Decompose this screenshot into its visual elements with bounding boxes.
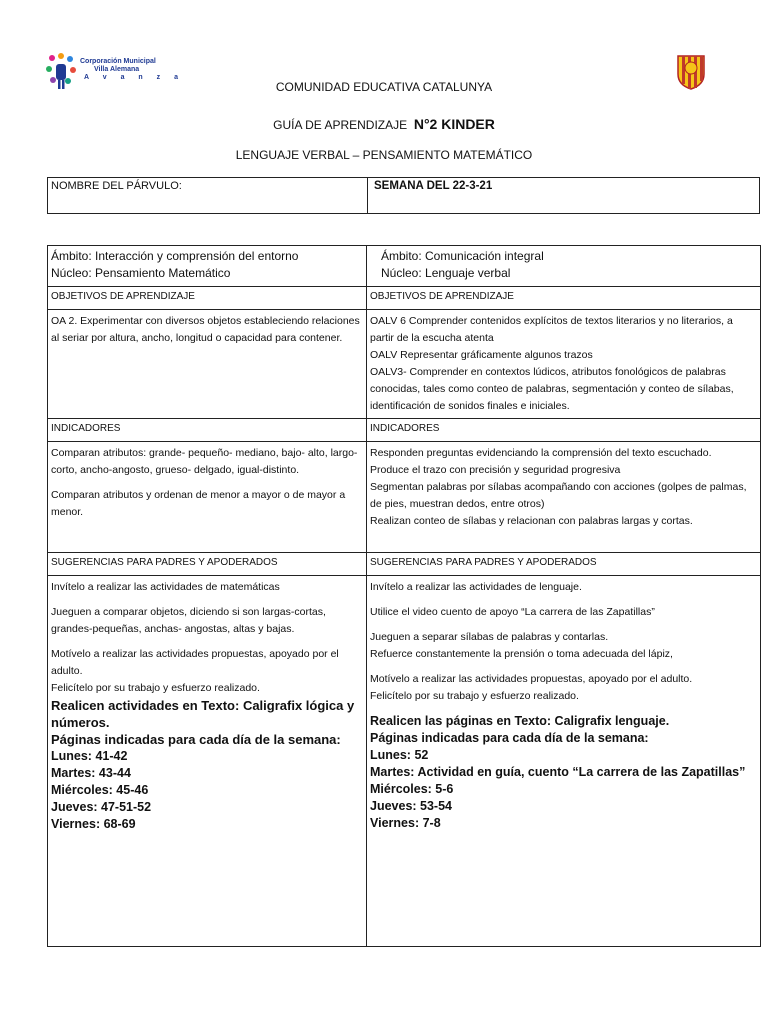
left-pages-label: Páginas indicadas para cada día de la semana:	[51, 732, 341, 747]
week-label: SEMANA DEL 22-3-21	[368, 178, 760, 214]
learning-guide-table	[47, 245, 761, 947]
right-sugerencia: Motívelo a realizar las actividades propuestas, apoyado por el adulto.	[370, 673, 693, 685]
left-sugerencias-header: SUGERENCIAS PARA PADRES Y APODERADOS	[48, 553, 367, 576]
guide-title	[0, 116, 768, 132]
left-sugerencia: Invítelo a realizar las actividades de matemáticas	[51, 581, 280, 593]
right-sugerencia: Refuerce constantemente la prensión o toma adecuada del lápiz,	[370, 648, 673, 660]
right-sugerencia: Invítelo a realizar las actividades de lenguaje.	[370, 581, 582, 593]
left-sugerencia: Jueguen a comparar objetos, diciendo si son largas-cortas, grandes-pequeñas, anchas- angostas, altas y bajas.	[51, 606, 326, 635]
right-nucleo: Núcleo: Lenguaje verbal	[381, 266, 511, 280]
guide-number: N°2 KINDER	[413, 116, 495, 132]
right-day: Martes: Actividad en guía, cuento “La carrera de las Zapatillas”	[370, 765, 746, 779]
right-indicadores-header: INDICADORES	[367, 419, 761, 442]
school-name: COMUNIDAD EDUCATIVA CATALUNYA	[275, 80, 493, 94]
student-info-table	[47, 177, 760, 214]
left-day: Jueves: 47-51-52	[51, 800, 152, 814]
left-sugerencia: Motívelo a realizar las actividades propuestas, apoyado por el adulto.	[51, 648, 339, 677]
left-objetivos-header: OBJETIVOS DE APRENDIZAJE	[48, 287, 367, 310]
left-indicadores-header: INDICADORES	[48, 419, 367, 442]
right-activity-text: Realicen las páginas en Texto: Caligrafix lenguaje.	[370, 714, 670, 728]
right-ambito: Ámbito: Comunicación integral	[381, 249, 544, 263]
guide-prefix: GUÍA DE APRENDIZAJE	[273, 118, 408, 132]
logo-line-1: Corporación Municipal	[80, 58, 156, 65]
right-sugerencias-header: SUGERENCIAS PARA PADRES Y APODERADOS	[367, 553, 761, 576]
left-objetivo: OA 2. Experimentar con diversos objetos estableciendo relaciones al seriar por altura, ancho, longitud o capacidad para contener.	[51, 315, 360, 344]
right-indicador: Produce el trazo con precisión y seguridad progresiva	[370, 464, 621, 476]
right-day: Lunes: 52	[370, 748, 429, 762]
logo-line-2: Villa Alemana	[94, 66, 140, 73]
right-indicadores-cell	[367, 442, 761, 553]
right-objetivo: OALV3- Comprender en contextos lúdicos, atributos fonológicos de palabras conocidas, tales como conteo de palabras, segmentación y conteo de sílabas, identificación de sonidos finales e iniciales.	[370, 366, 734, 412]
right-objetivo: OALV Representar gráficamente algunos trazos	[370, 349, 593, 361]
right-objetivos-cell	[367, 310, 761, 419]
left-day: Viernes: 68-69	[51, 817, 136, 831]
left-day: Martes: 43-44	[51, 766, 131, 780]
right-indicador: Realizan conteo de sílabas y relacionan con palabras largas y cortas.	[370, 515, 693, 527]
right-sugerencias-cell	[367, 576, 761, 947]
right-day: Viernes: 7-8	[370, 816, 441, 830]
right-day: Jueves: 53-54	[370, 799, 453, 813]
logo-text	[80, 58, 184, 82]
student-name-label: NOMBRE DEL PÁRVULO:	[48, 178, 368, 214]
left-indicador: Comparan atributos: grande- pequeño- mediano, bajo- alto, largo-corto, ancho-angosto, grueso- delgado, igual-distinto.	[51, 447, 358, 476]
left-objetivos-cell	[48, 310, 367, 419]
left-indicadores-cell	[48, 442, 367, 553]
right-ambito-cell	[367, 246, 761, 287]
right-sugerencia: Utilice el video cuento de apoyo “La carrera de las Zapatillas”	[370, 606, 655, 618]
right-indicador: Responden preguntas evidenciando la comprensión del texto escuchado.	[370, 447, 712, 459]
left-sugerencias-cell	[48, 576, 367, 947]
right-objetivo: OALV 6 Comprender contenidos explícitos de textos literarios y no literarios, a partir de la escucha atenta	[370, 315, 733, 344]
left-day: Lunes: 41-42	[51, 749, 128, 763]
right-objetivos-header: OBJETIVOS DE APRENDIZAJE	[367, 287, 761, 310]
left-ambito-cell	[48, 246, 367, 287]
left-activity-text: Realicen actividades en Texto: Caligrafix lógica y números.	[51, 698, 355, 730]
right-day: Miércoles: 5-6	[370, 782, 454, 796]
left-ambito: Ámbito: Interacción y comprensión del entorno	[51, 249, 299, 263]
right-sugerencia: Jueguen a separar sílabas de palabras y contarlas.	[370, 631, 609, 643]
logo-line-3: A v a n z a	[84, 74, 184, 81]
subject-title: LENGUAJE VERBAL – PENSAMIENTO MATEMÁTICO	[235, 148, 533, 162]
right-sugerencia: Felicítelo por su trabajo y esfuerzo realizado.	[370, 690, 579, 702]
left-day: Miércoles: 45-46	[51, 783, 149, 797]
left-indicador: Comparan atributos y ordenan de menor a mayor o de mayor a menor.	[51, 489, 346, 518]
left-nucleo: Núcleo: Pensamiento Matemático	[51, 266, 231, 280]
left-sugerencia: Felicítelo por su trabajo y esfuerzo realizado.	[51, 682, 260, 694]
right-pages-label: Páginas indicadas para cada día de la semana:	[370, 731, 649, 745]
right-indicador: Segmentan palabras por sílabas acompañando con acciones (golpes de palmas, de pies, muestran dedos, entre otros)	[370, 481, 747, 510]
